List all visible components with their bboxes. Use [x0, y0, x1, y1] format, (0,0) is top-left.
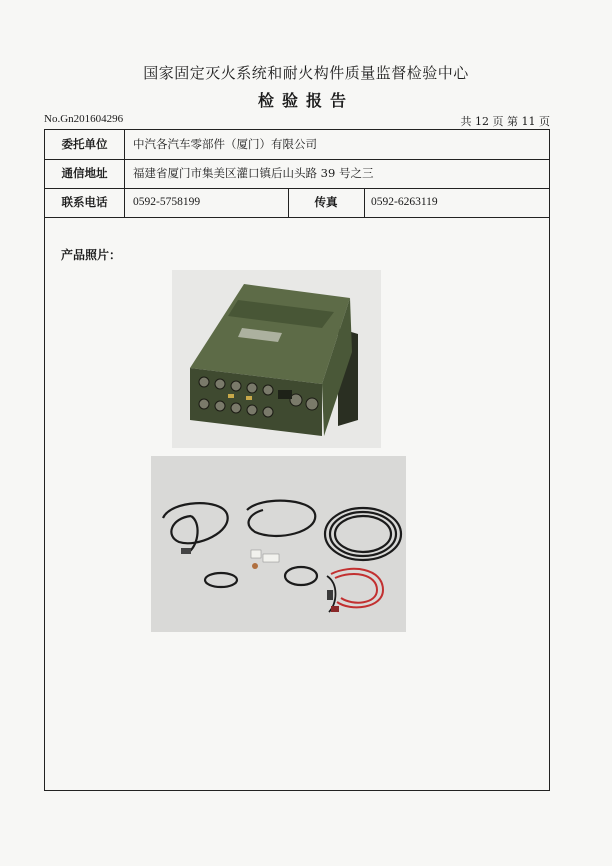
- address-label: 通信地址: [61, 166, 108, 180]
- cables-illustration: [151, 456, 406, 632]
- report-authority-title: 国家固定灭火系统和耐火构件质量监督检验中心: [143, 64, 469, 82]
- address-value: 福建省厦门市集美区灌口镇后山头路 39 号之三: [133, 166, 374, 180]
- divider: [124, 130, 125, 159]
- report-title: 检验报告: [257, 91, 354, 110]
- client-row: [45, 130, 549, 160]
- control-box-illustration: [172, 270, 381, 448]
- divider: [124, 188, 125, 217]
- client-label: 委托单位: [61, 137, 108, 151]
- fax-label: 传真: [314, 195, 338, 209]
- phone-label: 联系电话: [61, 195, 108, 209]
- divider: [124, 159, 125, 188]
- phone-value: 0592-5758199: [133, 196, 201, 208]
- product-photo-cables: [151, 456, 406, 632]
- page-count: 共 12 页 第 11 页: [460, 115, 550, 128]
- fax-value: 0592-6263119: [371, 196, 438, 208]
- product-photo-control-box: [172, 270, 381, 448]
- address-row: [45, 159, 549, 189]
- report-frame: [44, 129, 550, 791]
- divider: [364, 188, 365, 217]
- product-photos-label: 产品照片：: [61, 248, 122, 262]
- report-number: No.Gn201604296: [44, 113, 124, 125]
- client-value: 中汽各汽车零部件（厦门）有限公司: [133, 137, 317, 151]
- phone-row: [45, 188, 549, 218]
